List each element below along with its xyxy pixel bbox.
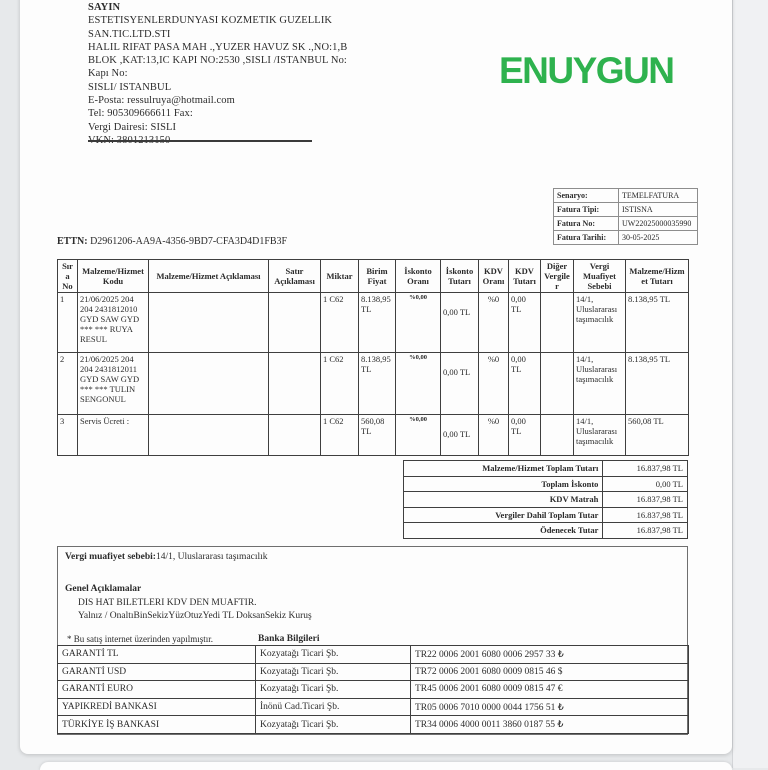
enuygun-logo: ENUYGUN	[499, 50, 674, 91]
item-cell: %0,00	[396, 293, 441, 353]
totals-row	[404, 476, 688, 492]
item-cell	[149, 293, 269, 353]
notes-and-banks-box	[57, 546, 688, 735]
item-cell	[269, 293, 321, 353]
items-column-header: İskonto Tutarı	[441, 260, 479, 293]
item-cell: 21/06/2025 204 204 2431812011 GYD SAW GYD *** *** TULIN SENGONUL	[78, 353, 149, 415]
bank-iban: TR72 0006 2001 6080 0009 0815 46 $	[411, 663, 689, 681]
ettn-value: D2961206-AA9A-4356-9BD7-CFA3D4D1FB3F	[90, 236, 288, 247]
recipient-line: E-Posta: ressulruya@hotmail.com	[88, 95, 235, 107]
meta-label: Senaryo:	[554, 189, 619, 203]
invoice-meta-row	[554, 231, 698, 245]
item-cell	[269, 353, 321, 415]
totals-label: KDV Matrah	[404, 492, 603, 508]
items-column-header: İskonto Oranı	[396, 260, 441, 293]
meta-label: Fatura Tipi:	[554, 203, 619, 217]
totals-value: 16.837,98 TL	[603, 492, 688, 508]
tax-exemption-value: 14/1, Uluslararası taşımacılık	[155, 552, 268, 562]
recipient-line: Vergi Dairesi: SISLI	[88, 121, 177, 133]
invoice-meta-table	[553, 188, 698, 245]
bank-row	[58, 681, 689, 699]
totals-label: Ödenecek Tutar	[404, 523, 603, 539]
tax-exemption-line	[65, 552, 268, 562]
bank-row	[58, 716, 689, 734]
bank-name: TÜRKİYE İŞ BANKASI	[58, 716, 256, 734]
bank-name: GARANTİ TL	[58, 646, 256, 664]
totals-body	[404, 461, 688, 539]
recipient-line: SISLI/ ISTANBUL	[88, 81, 172, 93]
item-cell: 14/1, Uluslararası taşımacılık	[574, 415, 626, 456]
totals-value: 0,00 TL	[603, 476, 688, 492]
meta-value: 30-05-2025	[619, 231, 698, 245]
item-cell: 0,00 TL	[441, 415, 479, 456]
internet-sale-footnote: * Bu satış internet üzerinden yapılmıştır.	[67, 634, 213, 644]
items-column-header: KDV Oranı	[479, 260, 509, 293]
tax-exemption-label: Vergi muafiyet sebebi:	[65, 552, 156, 562]
line-items-table	[57, 259, 689, 456]
item-cell: 8.138,95 TL	[626, 353, 689, 415]
item-cell	[541, 353, 574, 415]
item-cell: 1 C62	[321, 353, 359, 415]
totals-label: Vergiler Dahil Toplam Tutar	[404, 507, 603, 523]
invoice-meta-row	[554, 189, 698, 203]
invoice-meta-body	[554, 189, 698, 245]
amount-in-words: Yalnız / OnaltıBinSekizYüzOtuzYedi TL DoksanSekiz Kuruş	[78, 611, 312, 621]
item-cell: Servis Ücreti :	[78, 415, 149, 456]
items-column-header: Malzeme/Hizmet Tutarı	[626, 260, 689, 293]
item-cell: 0,00 TL	[509, 415, 541, 456]
bank-iban: TR34 0006 4000 0011 3860 0187 55 ₺	[411, 716, 689, 734]
bank-iban: TR22 0006 2001 6080 0006 2957 33 ₺	[411, 646, 689, 664]
item-cell: 8.138,95 TL	[359, 353, 396, 415]
meta-label: Fatura No:	[554, 217, 619, 231]
bank-row	[58, 663, 689, 681]
item-cell: 1	[58, 293, 78, 353]
recipient-line: SAN.TIC.LTD.STI	[88, 28, 171, 40]
item-cell: 14/1, Uluslararası taşımacılık	[574, 293, 626, 353]
meta-value: UW22025000035990	[619, 217, 698, 231]
item-cell: %0	[479, 353, 509, 415]
items-column-header: Malzeme/Hizmet Açıklaması	[149, 260, 269, 293]
bank-row	[58, 646, 689, 664]
totals-label: Toplam İskonto	[404, 476, 603, 492]
item-cell: 0,00 TL	[441, 293, 479, 353]
item-cell: 0,00 TL	[509, 353, 541, 415]
item-cell: 2	[58, 353, 78, 415]
item-cell: %0	[479, 293, 509, 353]
bank-info-title: Banka Bilgileri	[258, 634, 320, 644]
item-row	[58, 353, 689, 415]
items-column-header: Malzeme/Hizmet Kodu	[78, 260, 149, 293]
bank-name: YAPIKREDİ BANKASI	[58, 698, 256, 716]
item-cell	[149, 415, 269, 456]
item-cell: 8.138,95 TL	[626, 293, 689, 353]
meta-value: ISTISNA	[619, 203, 698, 217]
totals-row	[404, 461, 688, 477]
bank-branch: İnönü Cad.Ticari Şb.	[256, 698, 411, 716]
item-cell: 560,08 TL	[359, 415, 396, 456]
recipient-line: Tel: 905309666611 Fax:	[88, 108, 193, 120]
totals-value: 16.837,98 TL	[603, 461, 688, 477]
items-table-body	[58, 293, 689, 456]
totals-value: 16.837,98 TL	[603, 507, 688, 523]
totals-value: 16.837,98 TL	[603, 523, 688, 539]
items-column-header: Birim Fiyat	[359, 260, 396, 293]
item-row	[58, 415, 689, 456]
item-cell: 0,00 TL	[441, 353, 479, 415]
totals-row	[404, 523, 688, 539]
item-cell: %0	[479, 415, 509, 456]
invoice-meta-row	[554, 203, 698, 217]
bank-name: GARANTİ USD	[58, 663, 256, 681]
bank-branch: Kozyatağı Ticari Şb.	[256, 716, 411, 734]
invoice-page	[20, 0, 732, 754]
item-cell: 3	[58, 415, 78, 456]
item-row	[58, 293, 689, 353]
viewer-gutter	[732, 0, 768, 768]
items-column-header: Sıra No	[58, 260, 78, 293]
item-cell	[149, 353, 269, 415]
recipient-address	[88, 1, 408, 147]
meta-label: Fatura Tarihi:	[554, 231, 619, 245]
recipient-line: BLOK ,KAT:13,IC KAPI NO:2530 ,SISLI /ISTANBUL No:	[88, 55, 347, 67]
item-cell: %0,00	[396, 353, 441, 415]
bank-accounts-table	[57, 645, 689, 734]
ettn-label: ETTN:	[57, 236, 88, 247]
totals-table	[403, 460, 688, 539]
bank-name: GARANTİ EURO	[58, 681, 256, 699]
bank-iban: TR45 0006 2001 6080 0009 0815 47 €	[411, 681, 689, 699]
recipient-line: ESTETISYENLERDUNYASI KOZMETIK GUZELLIK	[88, 15, 333, 27]
recipient-line: VKN: 3801213150	[88, 134, 171, 146]
item-cell: 14/1, Uluslararası taşımacılık	[574, 353, 626, 415]
next-page-edge	[40, 762, 732, 770]
item-cell: 0,00 TL	[509, 293, 541, 353]
address-divider	[88, 140, 312, 142]
meta-value: TEMELFATURA	[619, 189, 698, 203]
ettn-line	[57, 236, 287, 247]
general-note-line: DIS HAT BILETLERI KDV DEN MUAFTIR.	[78, 598, 257, 608]
item-cell	[541, 415, 574, 456]
bank-iban: TR05 0006 7010 0000 0044 1756 51 ₺	[411, 698, 689, 716]
item-cell	[541, 293, 574, 353]
bank-branch: Kozyatağı Ticari Şb.	[256, 663, 411, 681]
items-column-header: Miktar	[321, 260, 359, 293]
totals-row	[404, 507, 688, 523]
recipient-line: HALIL RIFAT PASA MAH .,YUZER HAVUZ SK .,NO:1,B	[88, 41, 348, 53]
general-notes-title: Genel Açıklamalar	[65, 584, 142, 594]
item-cell: %0,00	[396, 415, 441, 456]
item-cell: 1 C62	[321, 293, 359, 353]
items-column-header: Vergi Muafiyet Sebebi	[574, 260, 626, 293]
item-cell: 1 C62	[321, 415, 359, 456]
totals-label: Malzeme/Hizmet Toplam Tutarı	[404, 461, 603, 477]
item-cell	[269, 415, 321, 456]
item-cell: 560,08 TL	[626, 415, 689, 456]
bank-row	[58, 698, 689, 716]
banks-body	[58, 646, 689, 734]
bank-branch: Kozyatağı Ticari Şb.	[256, 646, 411, 664]
items-column-header: Satır Açıklaması	[269, 260, 321, 293]
item-cell: 21/06/2025 204 204 2431812010 GYD SAW GYD *** *** RUYA RESUL	[78, 293, 149, 353]
items-column-header: Diğer Vergiler	[541, 260, 574, 293]
item-cell: 8.138,95 TL	[359, 293, 396, 353]
recipient-lines	[88, 14, 408, 147]
invoice-meta-row	[554, 217, 698, 231]
totals-row	[404, 492, 688, 508]
items-column-header: KDV Tutarı	[509, 260, 541, 293]
recipient-salutation: SAYIN	[88, 2, 121, 13]
recipient-line: Kapı No:	[88, 68, 128, 80]
bank-branch: Kozyatağı Ticari Şb.	[256, 681, 411, 699]
items-header-row	[58, 260, 689, 293]
